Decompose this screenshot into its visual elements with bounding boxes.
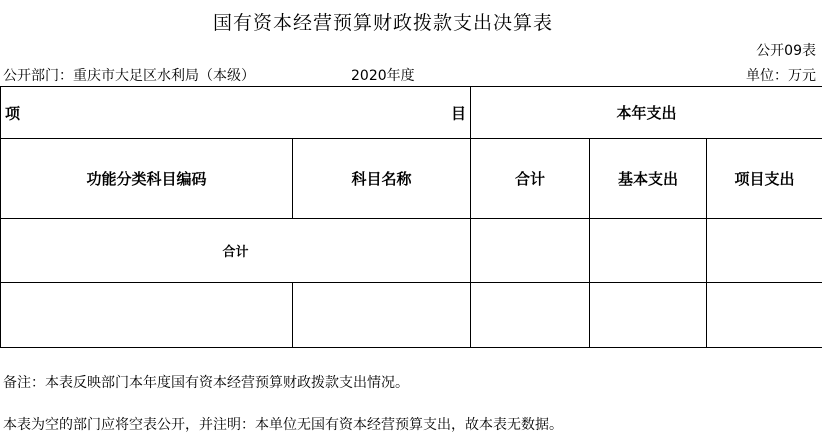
empty-name-cell (293, 283, 471, 348)
empty-code-cell (1, 283, 293, 348)
header-row-1 (1, 87, 822, 139)
item-header-cell (1, 87, 471, 139)
expenditure-table (0, 86, 822, 348)
document-title: 国有资本经营预算财政拨款支出决算表 (212, 12, 553, 34)
empty-basic-cell (590, 283, 707, 348)
col-subject-name: 科目名称 (293, 139, 471, 219)
note-empty-table: 本表为空的部门应将空表公开，并注明：本单位无国有资本经营预算支出，故本表无数据。 (3, 417, 563, 433)
fiscal-year: 2020年度 (351, 68, 415, 84)
col-function-code: 功能分类科目编码 (1, 139, 293, 219)
empty-total-cell (471, 283, 590, 348)
empty-project-cell (707, 283, 822, 348)
col-total: 合计 (471, 139, 590, 219)
total-row-basic-cell (590, 219, 707, 283)
total-row-label: 合计 (1, 219, 471, 283)
col-project-expenditure: 项目支出 (707, 139, 822, 219)
department-label: 公开部门：重庆市大足区水利局（本级） (3, 68, 255, 84)
item-header-left: 项 (5, 104, 21, 122)
header-row-2 (1, 139, 822, 219)
col-basic-expenditure: 基本支出 (590, 139, 707, 219)
unit-label: 单位：万元 (746, 68, 816, 84)
total-row (1, 219, 822, 283)
total-row-total-cell (471, 219, 590, 283)
empty-data-row (1, 283, 822, 348)
current-year-expenditure-header: 本年支出 (471, 87, 822, 139)
item-header-right: 目 (450, 104, 466, 122)
table-number: 公开09表 (756, 43, 816, 59)
note-remark: 备注：本表反映部门本年度国有资本经营预算财政拨款支出情况。 (3, 375, 409, 391)
total-row-project-cell (707, 219, 822, 283)
